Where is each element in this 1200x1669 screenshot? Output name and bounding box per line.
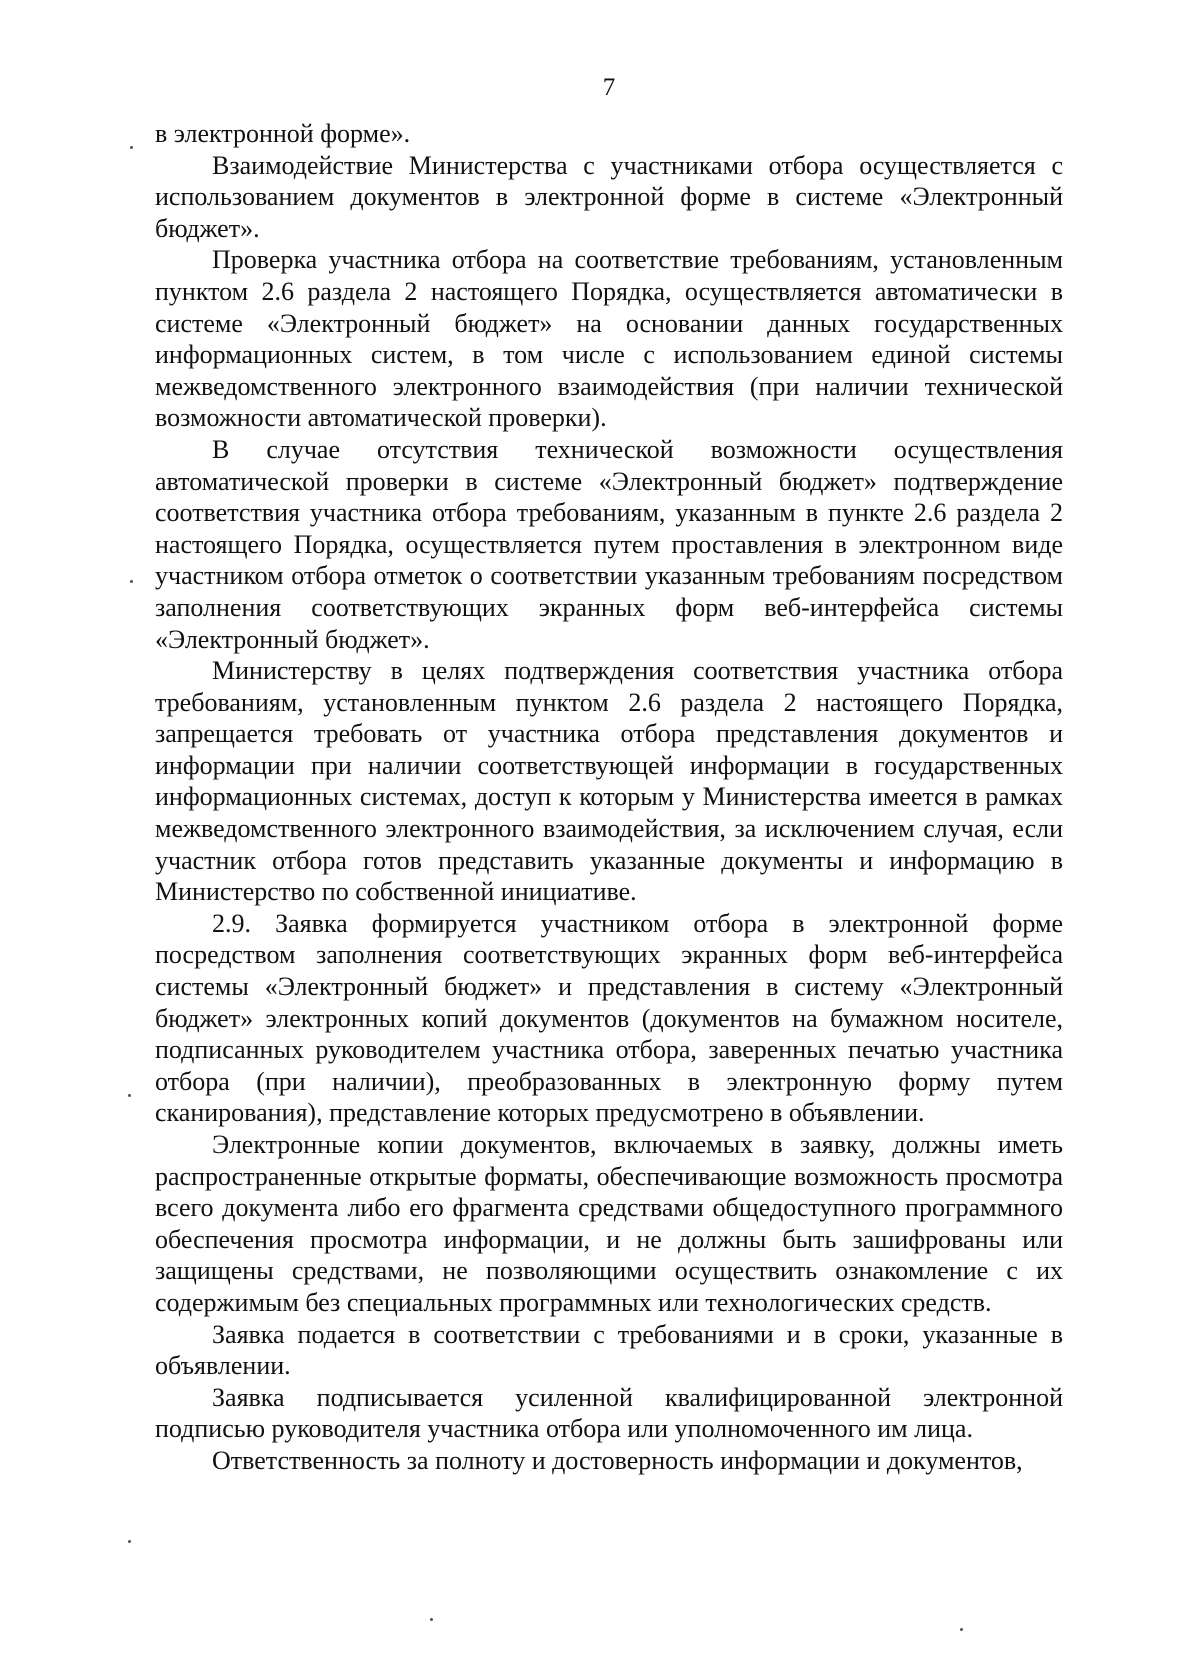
scan-speck (128, 1540, 131, 1543)
paragraph-ministry-restriction: Министерству в целях подтверждения соответствия участника отбора требованиям, установленным пунктом 2.6 раздела 2 настоящего Порядка, запрещается требовать от участника отбора представления документов и информации при наличии соответствующей информации в государственных информационных системах, доступ к которым у Министерства имеется в рамках межведомственного электронного взаимодействия, за исключением случая, если участник отбора готов представить указанные документы и информацию в Министерство по собственной инициативе. (155, 656, 1063, 907)
scan-speck (130, 146, 133, 149)
scan-speck (128, 1094, 131, 1097)
scan-speck (960, 1628, 963, 1631)
scan-speck (430, 1618, 433, 1621)
paragraph-section-2-9: 2.9. Заявка формируется участником отбора в электронной форме посредством заполнения соответствующих экранных форм веб-интерфейса системы «Электронный бюджет» и представления в систему «Электронный бюджет» электронных копий документов (документов на бумажном носителе, подписанных руководителем участника отбора, заверенных печатью участника отбора (при наличии), преобразованных в электронную форму путем сканирования), представление которых предусмотрено в объявлении. (155, 908, 1063, 1128)
paragraph-electronic-copies: Электронные копии документов, включаемых в заявку, должны иметь распространенные открытые форматы, обеспечивающие возможность просмотра всего документа либо его фрагмента средствами общедоступного программного обеспечения просмотра информации, и не должны быть зашифрованы или защищены средствами, не позволяющими осуществить ознакомление с их содержимым без специальных программных или технологических средств. (155, 1130, 1063, 1317)
paragraph-responsibility: Ответственность за полноту и достоверность информации и документов, (212, 1445, 1023, 1475)
paragraph-signature: Заявка подписывается усиленной квалифицированной электронной подписью руководителя участника отбора или уполномоченного им лица. (155, 1382, 1063, 1444)
body-text (155, 118, 1063, 1477)
paragraph-submission-terms: Заявка подается в соответствии с требованиями и в сроки, указанные в объявлении. (155, 1319, 1063, 1381)
paragraph-manual-confirmation: В случае отсутствия технической возможности осуществления автоматической проверки в системе «Электронный бюджет» подтверждение соответствия участника отбора требованиям, указанным в пункте 2.6 раздела 2 настоящего Порядка, осуществляется путем проставления в электронном виде участником отбора отметок о соответствии указанным требованиям посредством заполнения соответствующих экранных форм веб-интерфейса системы «Электронный бюджет». (155, 434, 1063, 654)
paragraph-interaction: Взаимодействие Министерства с участниками отбора осуществляется с использованием документов в электронной форме в системе «Электронный бюджет». (155, 150, 1063, 243)
paragraph-automatic-check: Проверка участника отбора на соответствие требованиям, установленным пунктом 2.6 раздела 2 настоящего Порядка, осуществляется автоматически в системе «Электронный бюджет» на основании данных государственных информационных систем, в том числе с использованием единой системы межведомственного электронного взаимодействия (при наличии технической возможности автоматической проверки). (155, 245, 1063, 433)
paragraph-continuation: в электронной форме». (155, 119, 411, 148)
page-number: 7 (602, 74, 616, 101)
scan-speck (130, 580, 133, 583)
